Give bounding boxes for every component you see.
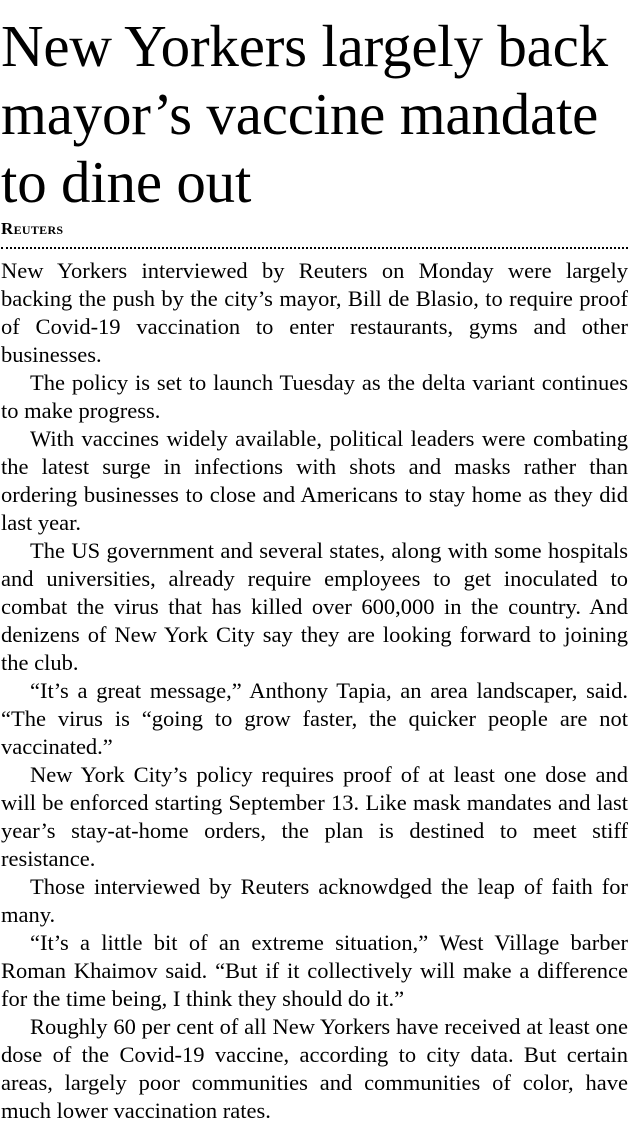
paragraph: New York City’s policy requires proof of at least one dose and will be enforced starting September 13. Like mask mandates and last year’s stay-at-home orders, the plan is destined to meet stiff resistance. [1,762,628,871]
paragraph: New Yorkers interviewed by Reuters on Monday were largely backing the push by the city’s mayor, Bill de Blasio, to require proof of Covid-19 vaccination to enter restaurants, gyms and other businesses. [1,258,628,367]
headline: New Yorkers largely back mayor’s vaccine mandate to dine out [1,13,608,215]
paragraph: “It’s a great message,” Anthony Tapia, an area landscaper, said. “The virus is “going to grow faster, the quicker people are not vaccinated.” [1,678,628,759]
paragraph: The US government and several states, along with some hospitals and universities, already require employees to get inoculated to combat the virus that has killed over 600,000 in the country. And denizens of New York City say they are looking forward to joining the club. [1,538,628,675]
paragraph: The policy is set to launch Tuesday as the delta variant continues to make progress. [1,370,628,423]
paragraph: With vaccines widely available, political leaders were combating the latest surge in infections with shots and masks rather than ordering businesses to close and Americans to stay home as they did last year. [1,426,628,535]
news-article [1,0,628,1125]
byline: Reuters [1,219,64,238]
article-body [1,257,628,1125]
paragraph: “It’s a little bit of an extreme situation,” West Village barber Roman Khaimov said. “But if it collectively will make a difference for the time being, I think they should do it.” [1,930,628,1011]
dotted-divider [1,247,628,249]
paragraph: Roughly 60 per cent of all New Yorkers have received at least one dose of the Covid-19 vaccine, according to city data. But certain areas, largely poor communities and communities of color, have much lower vaccination rates. [1,1014,628,1123]
paragraph: Those interviewed by Reuters acknowdged the leap of faith for many. [1,874,628,927]
